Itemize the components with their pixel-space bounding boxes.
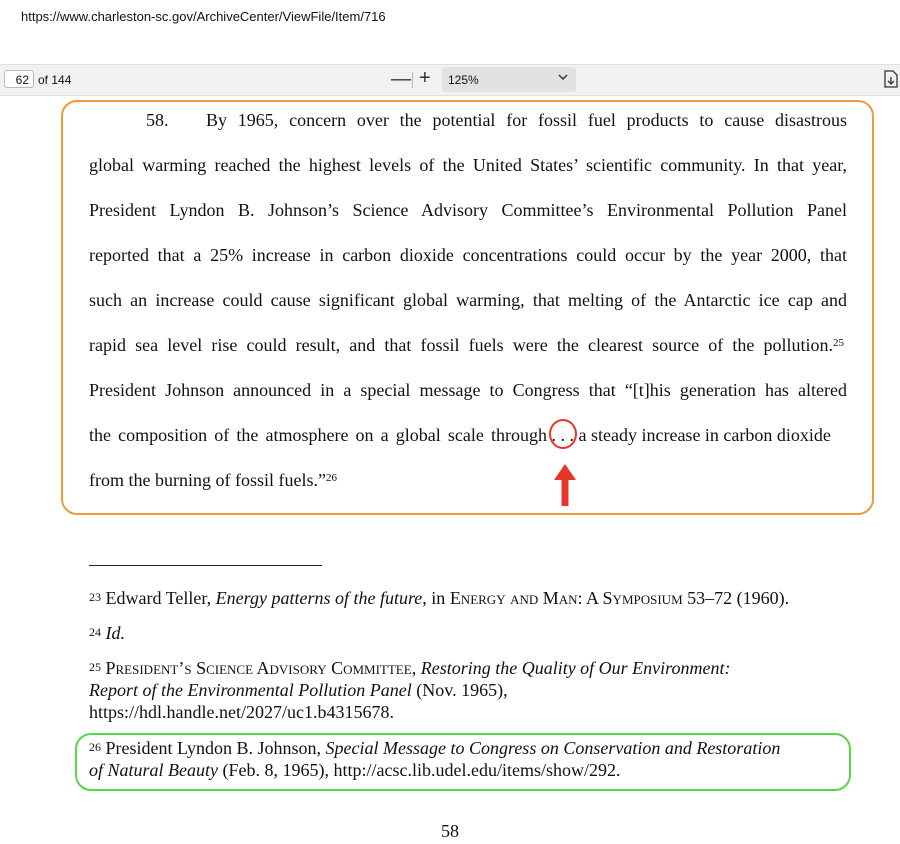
zoom-select[interactable]	[442, 67, 576, 92]
up-arrow-icon	[553, 464, 577, 506]
footnote-25-line-2: Report of the Environmental Pollution Panel (Nov. 1965),	[89, 680, 508, 700]
pdf-toolbar	[0, 64, 900, 96]
footnote-24: $^{24}$ Id.	[89, 623, 125, 643]
footnote-25	[89, 657, 849, 723]
footnote-25-url[interactable]: https://hdl.handle.net/2027/uc1.b4315678.	[89, 702, 394, 722]
ellipsis: . . .	[547, 425, 579, 445]
paragraph-line-6: rapid sea level rise could result, and that fossil fuels were the clearest source of the pollution.$^{25}$	[89, 335, 844, 355]
zoom-out-button[interactable]: —	[391, 68, 411, 90]
footnote-26-line-2: of Natural Beauty (Feb. 8, 1965), http://acsc.lib.udel.edu/items/show/292.	[89, 760, 621, 780]
ellipsis-circle-annotation	[549, 419, 577, 449]
paragraph-line-1: 58. By 1965, concern over the potential for fossil fuel products to cause disastrous	[146, 110, 847, 130]
zoom-in-button[interactable]: +	[419, 67, 431, 89]
page-count: of 144	[38, 73, 72, 87]
footnote-25-line-1: $^{25}$ President’s Science Advisory Committee, Restoring the Quality of Our Environment:	[89, 658, 731, 678]
footnote-26	[89, 737, 849, 781]
paragraph-line-3: President Lyndon B. Johnson’s Science Advisory Committee’s Environmental Pollution Panel	[89, 200, 847, 220]
paragraph-line-4: reported that a 25% increase in carbon dioxide concentrations could occur by the year 2000, that	[89, 245, 847, 265]
chevron-down-icon	[558, 71, 568, 85]
page-number-input[interactable]: 62	[4, 70, 34, 88]
paragraph-line-8: the composition of the atmosphere on a global scale through . . . a steady increase in carbon dioxide	[89, 425, 831, 445]
address-bar-url[interactable]: https://www.charleston-sc.gov/ArchiveCenter/ViewFile/Item/716	[21, 9, 386, 24]
page-number: 58	[441, 821, 459, 841]
footnote-separator	[89, 565, 322, 566]
footnote-26-line-1: $^{26}$ President Lyndon B. Johnson, Special Message to Congress on Conservation and Restoration	[89, 738, 781, 758]
paragraph-line-2: global warming reached the highest levels of the United States’ scientific community. In that year,	[89, 155, 847, 175]
paragraph-number: 58.	[146, 110, 169, 130]
footnote-23: $^{23}$ Edward Teller, Energy patterns of the future, in Energy and Man: A Symposium 53–72 (1960).	[89, 588, 790, 608]
zoom-value: 125%	[448, 73, 479, 87]
toolbar-divider	[412, 72, 413, 88]
footnote-ref-26[interactable]: 26	[325, 472, 337, 484]
paragraph-line-7: President Johnson announced in a special message to Congress that “[t]his generation has altered	[89, 380, 847, 400]
paragraph-line-5: such an increase could cause significant global warming, that melting of the Antarctic ice cap and	[89, 290, 847, 310]
footnote-ref-25[interactable]: 25	[833, 337, 844, 349]
paragraph-line-9: from the burning of fossil fuels.”$^{26}$	[89, 470, 337, 490]
save-document-icon[interactable]	[884, 70, 898, 88]
